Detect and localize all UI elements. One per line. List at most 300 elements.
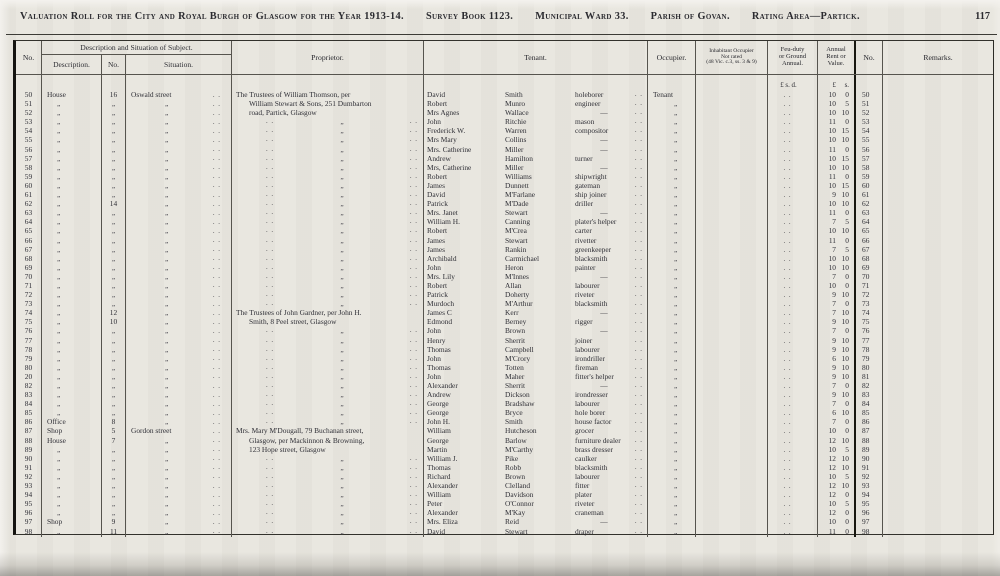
house-number-value: 8 (111, 417, 116, 427)
tenant-first-name: Thomas (427, 344, 451, 354)
row-number-right-value: 61 (862, 190, 870, 200)
situation-value: „ (165, 371, 169, 381)
house-number-value: 12 (109, 308, 118, 318)
tenant-occupation: — (600, 108, 608, 118)
leader-dots: . . (634, 100, 643, 108)
tenant-occupation: gateman (575, 180, 601, 190)
row-number-left-value: 69 (24, 262, 33, 272)
rent-shillings: 10 (841, 344, 849, 354)
row-number-left-value: 79 (24, 353, 33, 363)
leader-dots: . . (212, 118, 221, 126)
occupier-value: „ (674, 226, 678, 236)
leader-dots: . . (634, 236, 643, 244)
row-number-left-value: 65 (24, 226, 33, 236)
leader-dots: . . (409, 191, 418, 199)
house-number-value: „ (111, 262, 116, 272)
row-number-left-value: 87 (24, 426, 33, 436)
tenant-occupation: blacksmith (575, 253, 608, 263)
tenant-first-name: William (427, 426, 451, 436)
description-value: Office (47, 417, 66, 427)
feu-duty-marks: . . (783, 355, 792, 363)
leader-dots: . . (266, 345, 275, 353)
tenant-first-name: Richard (427, 471, 451, 481)
situation-value: „ (165, 244, 169, 254)
description-value: „ (57, 153, 61, 163)
row-number-left-value: 61 (24, 190, 33, 200)
proprietor-value: Glasgow, per Mackinnon & Browning, (249, 435, 365, 445)
cell-proprietor (232, 527, 424, 537)
feu-duty-marks: . . (783, 319, 792, 327)
tenant-first-name: James (427, 244, 446, 254)
rent-shillings: 10 (841, 162, 849, 172)
header-situation: Situation. (164, 60, 193, 69)
situation-value: „ (165, 126, 169, 136)
description-value: „ (57, 108, 61, 118)
row-number-right-value: 92 (862, 471, 870, 481)
row-number-left-value: 97 (24, 517, 33, 527)
rent-pounds: 6 (832, 408, 836, 418)
proprietor-ditto: „ (340, 162, 344, 172)
tenant-occupation: fitter's helper (575, 371, 614, 381)
cell-remarks (883, 527, 993, 537)
rent-pounds: 9 (832, 390, 836, 400)
row-number-left-value: 76 (24, 326, 33, 336)
occupier-value: „ (674, 390, 678, 400)
house-number-value: „ (111, 244, 116, 254)
rent-shillings: 0 (845, 490, 849, 500)
row-number-left-value: 86 (24, 417, 33, 427)
tenant-surname: Robb (505, 462, 522, 472)
table-row (16, 381, 993, 390)
situation-value: „ (165, 162, 169, 172)
situation-value: „ (165, 117, 169, 127)
leader-dots: . . (266, 118, 275, 126)
description-value: „ (57, 490, 61, 500)
leader-dots: . . (409, 254, 418, 262)
leader-dots: . . (266, 200, 275, 208)
page-bottom-edge (0, 552, 1000, 576)
leader-dots: . . (409, 482, 418, 490)
rent-shillings: 10 (841, 362, 849, 372)
row-number-left-value: 55 (24, 135, 33, 145)
leader-dots: . . (634, 191, 643, 199)
proprietor-ditto: „ (340, 262, 344, 272)
leader-dots: . . (212, 200, 221, 208)
header-feu-duty: Feu-duty or Ground Annual. (768, 41, 818, 74)
proprietor-ditto: „ (340, 499, 344, 509)
description-value: „ (57, 180, 61, 190)
table-row (16, 426, 993, 435)
tenant-first-name: Thomas (427, 462, 451, 472)
masthead (20, 11, 990, 29)
feu-duty-marks: . . (783, 519, 792, 527)
house-number-value: 14 (109, 199, 118, 209)
rent-pounds: 10 (828, 426, 836, 436)
leader-dots: . . (266, 272, 275, 280)
leader-dots: . . (409, 454, 418, 462)
tenant-occupation: — (600, 144, 608, 154)
table-row (16, 472, 993, 481)
rent-shillings: 10 (841, 135, 849, 145)
rent-shillings: 0 (845, 117, 849, 127)
leader-dots: . . (212, 327, 221, 335)
row-number-right-value: 57 (862, 153, 870, 163)
table-row (16, 390, 993, 399)
table-row (16, 454, 993, 463)
currency-units-row (16, 75, 993, 90)
feu-duty-marks: . . (783, 128, 792, 136)
tenant-first-name: George (427, 435, 449, 445)
leader-dots: . . (212, 437, 221, 445)
description-value: „ (57, 353, 61, 363)
leader-dots: . . (634, 163, 643, 171)
description-value: „ (57, 226, 61, 236)
rent-shillings: 5 (845, 499, 849, 509)
header-no-right: No. (856, 41, 883, 74)
tenant-first-name: Murdoch (427, 299, 455, 309)
row-number-right-value: 73 (862, 299, 870, 309)
proprietor-ditto: „ (340, 244, 344, 254)
leader-dots: . . (634, 509, 643, 517)
leader-dots: . . (634, 118, 643, 126)
situation-value: „ (165, 171, 169, 181)
tenant-surname: M'Farlane (505, 190, 536, 200)
description-value: „ (57, 217, 61, 227)
description-value: „ (57, 135, 61, 145)
occupier-value: „ (674, 171, 678, 181)
leader-dots: . . (212, 391, 221, 399)
rent-shillings: 0 (845, 280, 849, 290)
table-row (16, 208, 993, 217)
occupier-value: „ (674, 517, 678, 527)
leader-dots: . . (266, 154, 275, 162)
table-row (16, 527, 993, 536)
leader-dots: . . (212, 246, 221, 254)
description-value: „ (57, 280, 61, 290)
rent-pounds: 10 (828, 135, 836, 145)
proprietor-value: The Trustees of John Gardner, per John H. (236, 308, 362, 318)
house-number-value: „ (111, 453, 116, 463)
proprietor-ditto: „ (340, 235, 344, 245)
leader-dots: . . (634, 409, 643, 417)
leader-dots: . . (212, 164, 221, 172)
proprietor-ditto: „ (340, 135, 344, 145)
house-number-value: „ (111, 362, 116, 372)
row-number-right-value: 70 (862, 271, 870, 281)
tenant-first-name: Archibald (427, 253, 457, 263)
description-value: „ (57, 399, 61, 409)
tenant-occupation: — (600, 517, 608, 527)
proprietor-ditto: „ (340, 471, 344, 481)
proprietor-ditto: „ (340, 481, 344, 491)
house-number-value: „ (111, 126, 116, 136)
tenant-first-name: Robert (427, 280, 448, 290)
rent-shillings: 0 (845, 381, 849, 390)
tenant-surname: Davidson (505, 490, 534, 500)
leader-dots: . . (212, 218, 221, 226)
leader-dots: . . (212, 482, 221, 490)
table-row (16, 226, 993, 235)
header-no-left: No. (16, 41, 42, 74)
row-number-left-value: 70 (24, 271, 33, 281)
proprietor-ditto: „ (340, 153, 344, 163)
house-number-value: „ (111, 99, 116, 109)
leader-dots: . . (409, 491, 418, 499)
rent-shillings: 0 (845, 526, 849, 536)
tenant-surname: Pike (505, 453, 519, 463)
tenant-first-name: William (427, 490, 451, 500)
occupier-value: „ (674, 217, 678, 227)
rent-shillings: 0 (845, 426, 849, 436)
row-number-left-value: 67 (24, 244, 33, 254)
feu-duty-marks: . . (783, 437, 792, 445)
tenant-surname: Hamilton (505, 153, 533, 163)
tenant-occupation: rivetter (575, 235, 597, 245)
row-number-right-value: 72 (862, 290, 870, 300)
rent-shillings: 10 (841, 262, 849, 272)
leader-dots: . . (266, 191, 275, 199)
row-number-left-value: 96 (24, 508, 33, 518)
occupier-value: „ (674, 317, 678, 327)
header-occupier: Occupier. (648, 41, 696, 74)
tenant-first-name: John (427, 117, 441, 127)
proprietor-ditto: „ (340, 144, 344, 154)
rent-shillings: 10 (841, 335, 849, 345)
situation-value: „ (165, 199, 169, 209)
table-row (16, 199, 993, 208)
tenant-occupation: — (600, 308, 608, 318)
description-value: „ (57, 462, 61, 472)
tenant-occupation: ship joiner (575, 190, 607, 200)
tenant-surname: Doherty (505, 290, 530, 300)
leader-dots: . . (212, 282, 221, 290)
row-number-right-value: 85 (862, 408, 870, 418)
rent-shillings: 10 (841, 290, 849, 300)
leader-dots: . . (634, 209, 643, 217)
row-number-left-value: 51 (24, 99, 33, 109)
tenant-surname: Barlow (505, 435, 527, 445)
rent-units (818, 75, 856, 90)
valuation-table (13, 40, 994, 535)
rent-units-pounds: £ (832, 82, 836, 89)
leader-dots: . . (266, 281, 275, 289)
leader-dots: . . (409, 227, 418, 235)
house-number-value: „ (111, 108, 116, 118)
row-number-left-value: 92 (24, 471, 33, 481)
feu-duty-marks: . . (783, 119, 792, 127)
rent-pounds: 9 (832, 362, 836, 372)
row-number-left-value: 82 (24, 381, 33, 390)
feu-duty-marks: . . (783, 455, 792, 463)
row-number-right-value: 83 (862, 390, 870, 400)
leader-dots: . . (266, 336, 275, 344)
feu-duty-marks: . . (783, 173, 792, 181)
tenant-surname: Bryce (505, 408, 523, 418)
leader-dots: . . (634, 363, 643, 371)
feu-duty-marks: . . (783, 210, 792, 218)
leader-dots: . . (409, 281, 418, 289)
rent-shillings: 10 (841, 253, 849, 263)
rent-pounds: 7 (832, 299, 836, 309)
description-value: „ (57, 144, 61, 154)
leader-dots: . . (634, 454, 643, 462)
rent-shillings: 0 (845, 517, 849, 527)
rent-pounds: 11 (828, 144, 836, 154)
leader-dots: . . (212, 400, 221, 408)
leader-dots: . . (634, 518, 643, 526)
feu-duty-marks: . . (783, 228, 792, 236)
table-row (16, 481, 993, 490)
house-number-value: „ (111, 190, 116, 200)
table-row (16, 290, 993, 299)
leader-dots: . . (634, 472, 643, 480)
situation-value: „ (165, 490, 169, 500)
tenant-occupation: blacksmith (575, 462, 608, 472)
row-number-right-value: 66 (862, 235, 870, 245)
occupier-value: „ (674, 499, 678, 509)
proprietor-ditto: „ (340, 362, 344, 372)
row-number-left-value: 64 (24, 217, 33, 227)
leader-dots: . . (634, 400, 643, 408)
tenant-surname: Sherrit (505, 335, 526, 345)
leader-dots: . . (409, 272, 418, 280)
leader-dots: . . (409, 236, 418, 244)
occupier-value: „ (674, 326, 678, 336)
feu-duty-marks: . . (783, 164, 792, 172)
feu-duty-marks: . . (783, 510, 792, 518)
row-number-right-value: 97 (862, 517, 870, 527)
description-value: „ (57, 308, 61, 318)
description-value: „ (57, 335, 61, 345)
occupier-value: „ (674, 271, 678, 281)
leader-dots: . . (212, 264, 221, 272)
situation-value: „ (165, 144, 169, 154)
house-number-value: 9 (111, 517, 116, 527)
leader-dots: . . (634, 218, 643, 226)
header-inhabitant-occupier: Inhabitant Occupier Not rated (48 Vic. c.3, ss. 3 & 9) (696, 41, 768, 74)
row-number-left-value: 58 (24, 162, 33, 172)
rent-shillings: 0 (845, 508, 849, 518)
feu-duty-marks: . . (783, 528, 792, 536)
situation-value: „ (165, 435, 169, 445)
tenant-surname: M'Kay (505, 508, 526, 518)
description-value: „ (57, 126, 61, 136)
leader-dots: . . (409, 291, 418, 299)
situation-value: „ (165, 390, 169, 400)
leader-dots: . . (409, 518, 418, 526)
house-number-value: „ (111, 471, 116, 481)
situation-value: „ (165, 190, 169, 200)
feu-duty-marks: . . (783, 428, 792, 436)
tenant-occupation: riveter (575, 290, 595, 300)
tenant-occupation: blacksmith (575, 299, 608, 309)
leader-dots: . . (212, 309, 221, 317)
tenant-surname: Kerr (505, 308, 519, 318)
leader-dots: . . (634, 354, 643, 362)
leader-dots: . . (266, 454, 275, 462)
description-value: „ (57, 271, 61, 281)
situation-value: „ (165, 444, 169, 454)
situation-value: „ (165, 217, 169, 227)
tenant-surname: Wallace (505, 108, 529, 118)
leader-dots: . . (409, 136, 418, 144)
house-number-value: 7 (111, 435, 116, 445)
leader-dots: . . (212, 237, 221, 244)
situation-value: „ (165, 317, 169, 327)
leader-dots: . . (212, 355, 221, 363)
tenant-first-name: Thomas (427, 362, 451, 372)
header-remarks: Remarks. (923, 53, 953, 62)
situation-value: „ (165, 508, 169, 518)
feu-duty-marks: . . (783, 110, 792, 118)
cell-situation (126, 527, 232, 537)
feu-duty-marks: . . (783, 237, 792, 245)
proprietor-ditto: „ (340, 526, 344, 536)
description-value: House (47, 90, 66, 99)
table-row (16, 99, 993, 108)
tenant-surname: Smith (505, 417, 523, 427)
house-number-value: „ (111, 226, 116, 236)
leader-dots: . . (266, 472, 275, 480)
occupier-value: „ (674, 462, 678, 472)
house-number-value: „ (111, 344, 116, 354)
rent-pounds: 11 (828, 208, 836, 218)
house-number-value: 10 (109, 317, 118, 327)
leader-dots: . . (409, 472, 418, 480)
leader-dots: . . (212, 227, 221, 235)
row-number-right-value: 63 (862, 208, 870, 218)
leader-dots: . . (212, 528, 221, 535)
table-row (16, 517, 993, 526)
row-number-right-value: 67 (862, 244, 870, 254)
row-number-left-value: 90 (24, 453, 33, 463)
rent-shillings: 10 (841, 199, 849, 209)
description-value: „ (57, 117, 61, 127)
occupier-value: „ (674, 526, 678, 536)
proprietor-value: 123 Hope street, Glasgow (249, 444, 326, 454)
rent-pounds: 7 (832, 326, 836, 336)
tenant-first-name: Andrew (427, 153, 451, 163)
rent-pounds: 10 (828, 126, 836, 136)
municipal-ward-label: Municipal Ward 33. (535, 11, 629, 22)
leader-dots: . . (634, 281, 643, 289)
situation-value: „ (165, 408, 169, 418)
cell-annual-rent (818, 527, 856, 537)
table-row (16, 245, 993, 254)
proprietor-ditto: „ (340, 280, 344, 290)
rent-pounds: 7 (832, 308, 836, 318)
table-row (16, 263, 993, 272)
leader-dots: . . (409, 127, 418, 135)
leader-dots: . . (634, 127, 643, 135)
feu-duty-marks: . . (783, 446, 792, 454)
table-row (16, 281, 993, 290)
leader-dots: . . (212, 446, 221, 454)
row-number-right-value: 59 (862, 171, 870, 181)
tenant-surname: M'Crea (505, 226, 527, 236)
row-number-right-value: 75 (862, 317, 870, 327)
occupier-value: „ (674, 108, 678, 118)
leader-dots: . . (212, 418, 221, 426)
tenant-occupation: labourer (575, 344, 600, 354)
table-row (16, 508, 993, 517)
tenant-first-name: Mrs Agnes (427, 108, 460, 118)
description-value: „ (57, 199, 61, 209)
house-number-value: „ (111, 280, 116, 290)
tenant-first-name: John H. (427, 417, 450, 427)
tenant-occupation: — (600, 381, 608, 390)
occupier-value: „ (674, 417, 678, 427)
